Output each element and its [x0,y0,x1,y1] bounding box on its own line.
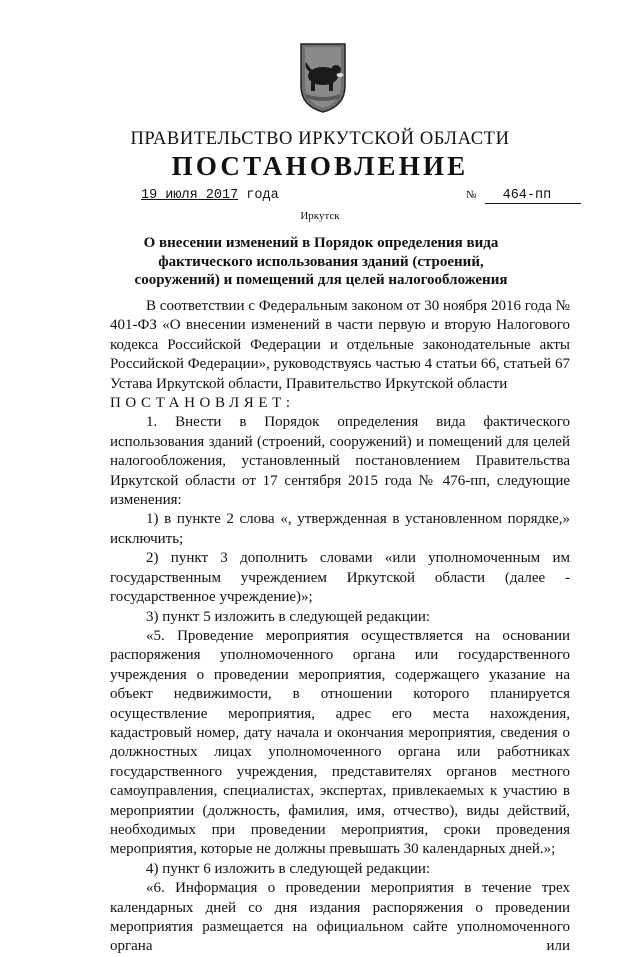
subitem-2: 2) пункт 3 дополнить словами «или уполномоченным им государственным учреждением Иркутской области (далее - государственное учреждение)»; [110,550,570,606]
subitem-4: 4) пункт 6 изложить в следующей редакции: [146,860,431,877]
document-type: ПОСТАНОВЛЕНИЕ [171,151,469,181]
clause-6-text: «6. Информация о проведении мероприятия в течение трех календарных дней со дня издания распоряжения о проведении мероприятия размещается на официальном сайте уполномоченного органа или [110,880,570,955]
irkutsk-coat-of-arms-icon [298,42,348,114]
number-sign: № [466,189,477,201]
document-date [141,188,279,203]
document-body [110,297,570,957]
subitem-1: 1) в пункте 2 слова «, утвержденная в установленном порядке,» исключить; [110,511,570,547]
document-title: О внесении изменений в Порядок определения вида фактического использования зданий (строений, сооружений) и помещений для целей налогообложения [134,235,508,288]
resolves-heading: ПОСТАНОВЛЯЕТ: [110,395,295,412]
clause-5-text: «5. Проведение мероприятия осуществляется на основании распоряжения уполномоченного органа или государственного учреждения о проведении мероприятия, содержащего указание на объект недвижимости, в отношении которого планируется осуществление мероприятия, адрес его места нахождения, кадастровый номер, дату начала и окончания мероприятия, сведения о должностных лицах уполномоченного органа или работниках государственного учреждения, представителях органов местного самоуправления, специалистах, экспертах, привлекаемых к участию в мероприятии (должность, фамилия, имя, отчество), виды действий, необходимых при проведении мероприятия, сроки проведения мероприятия, которые не должны превышать 30 календарных дней.»; [110,627,570,858]
government-name: ПРАВИТЕЛЬСТВО ИРКУТСКОЙ ОБЛАСТИ [130,129,510,149]
document-number [466,188,581,204]
date-suffix: года [246,188,279,203]
number-value: 464-пп [485,188,581,204]
subitem-3: 3) пункт 5 изложить в следующей редакции: [146,608,431,625]
preamble-paragraph: В соответствии с Федеральным законом от 30 ноября 2016 года № 401-ФЗ «О внесении изменений в части первую и вторую Налогового кодекса Российской Федерации и отдельные законодательные акты Российской Федерации», руководствуясь частью 4 статьи 66, статьей 67 Устава Иркутской области, Правительство Иркутской области [110,298,570,392]
city: Иркутск [300,210,340,222]
paragraph-item-1: 1. Внести в Порядок определения вида фактического использования зданий (строений, сооружений) и помещений для целей налогообложения, установленный постановлением Правительства Иркутской области от 17 сентября 2015 года № 476-пп, следующие изменения: [110,414,570,509]
date-value: 19 июля 2017 [141,188,239,203]
